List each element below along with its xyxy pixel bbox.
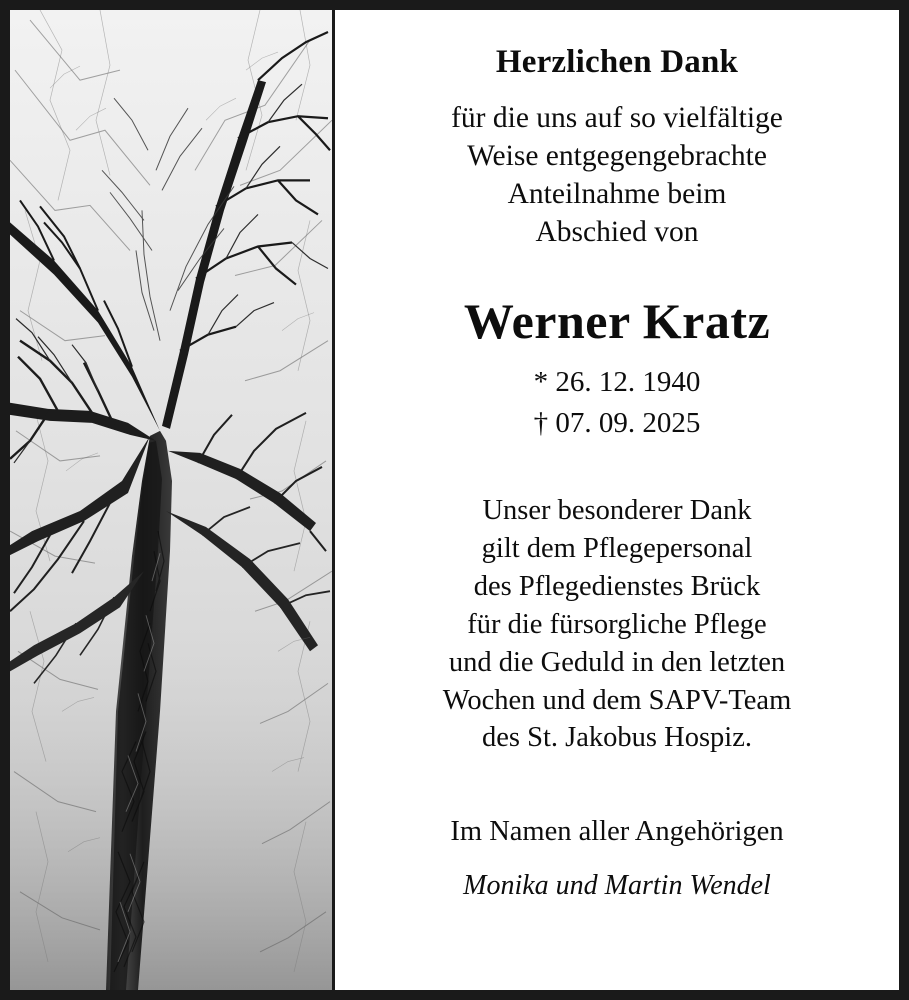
gratitude-line-5: und die Geduld in den letzten bbox=[448, 646, 786, 678]
intro-line-3: Anteilnahme beim bbox=[507, 177, 727, 210]
thanks-heading: Herzlichen Dank bbox=[495, 44, 739, 80]
intro-text bbox=[357, 100, 877, 251]
signature: Monika und Martin Wendel bbox=[463, 870, 771, 902]
life-dates bbox=[357, 362, 877, 444]
gratitude-text bbox=[357, 492, 877, 757]
gratitude-line-2: gilt dem Pflegepersonal bbox=[481, 533, 753, 565]
intro-line-1: für die uns auf so vielfältige bbox=[451, 102, 783, 135]
death-date: † 07. 09. 2025 bbox=[533, 406, 701, 439]
intro-line-2: Weise entgegengebrachte bbox=[467, 140, 767, 173]
obituary-text-panel bbox=[335, 10, 899, 990]
gratitude-line-6: Wochen und dem SAPV-Team bbox=[442, 684, 792, 716]
family-line: Im Namen aller Angehörigen bbox=[450, 816, 784, 848]
gratitude-line-3: des Pflegedienstes Brück bbox=[473, 570, 761, 602]
bare-tree-photo-graphic bbox=[10, 10, 332, 990]
bare-tree-photo bbox=[10, 10, 335, 990]
intro-line-4: Abschied von bbox=[535, 215, 699, 248]
gratitude-line-4: für die fürsorgliche Pflege bbox=[467, 608, 767, 640]
birth-date: * 26. 12. 1940 bbox=[533, 365, 701, 398]
gratitude-line-1: Unser besonderer Dank bbox=[482, 495, 752, 527]
gratitude-line-7: des St. Jakobus Hospiz. bbox=[482, 722, 752, 754]
deceased-name: Werner Kratz bbox=[463, 293, 771, 350]
